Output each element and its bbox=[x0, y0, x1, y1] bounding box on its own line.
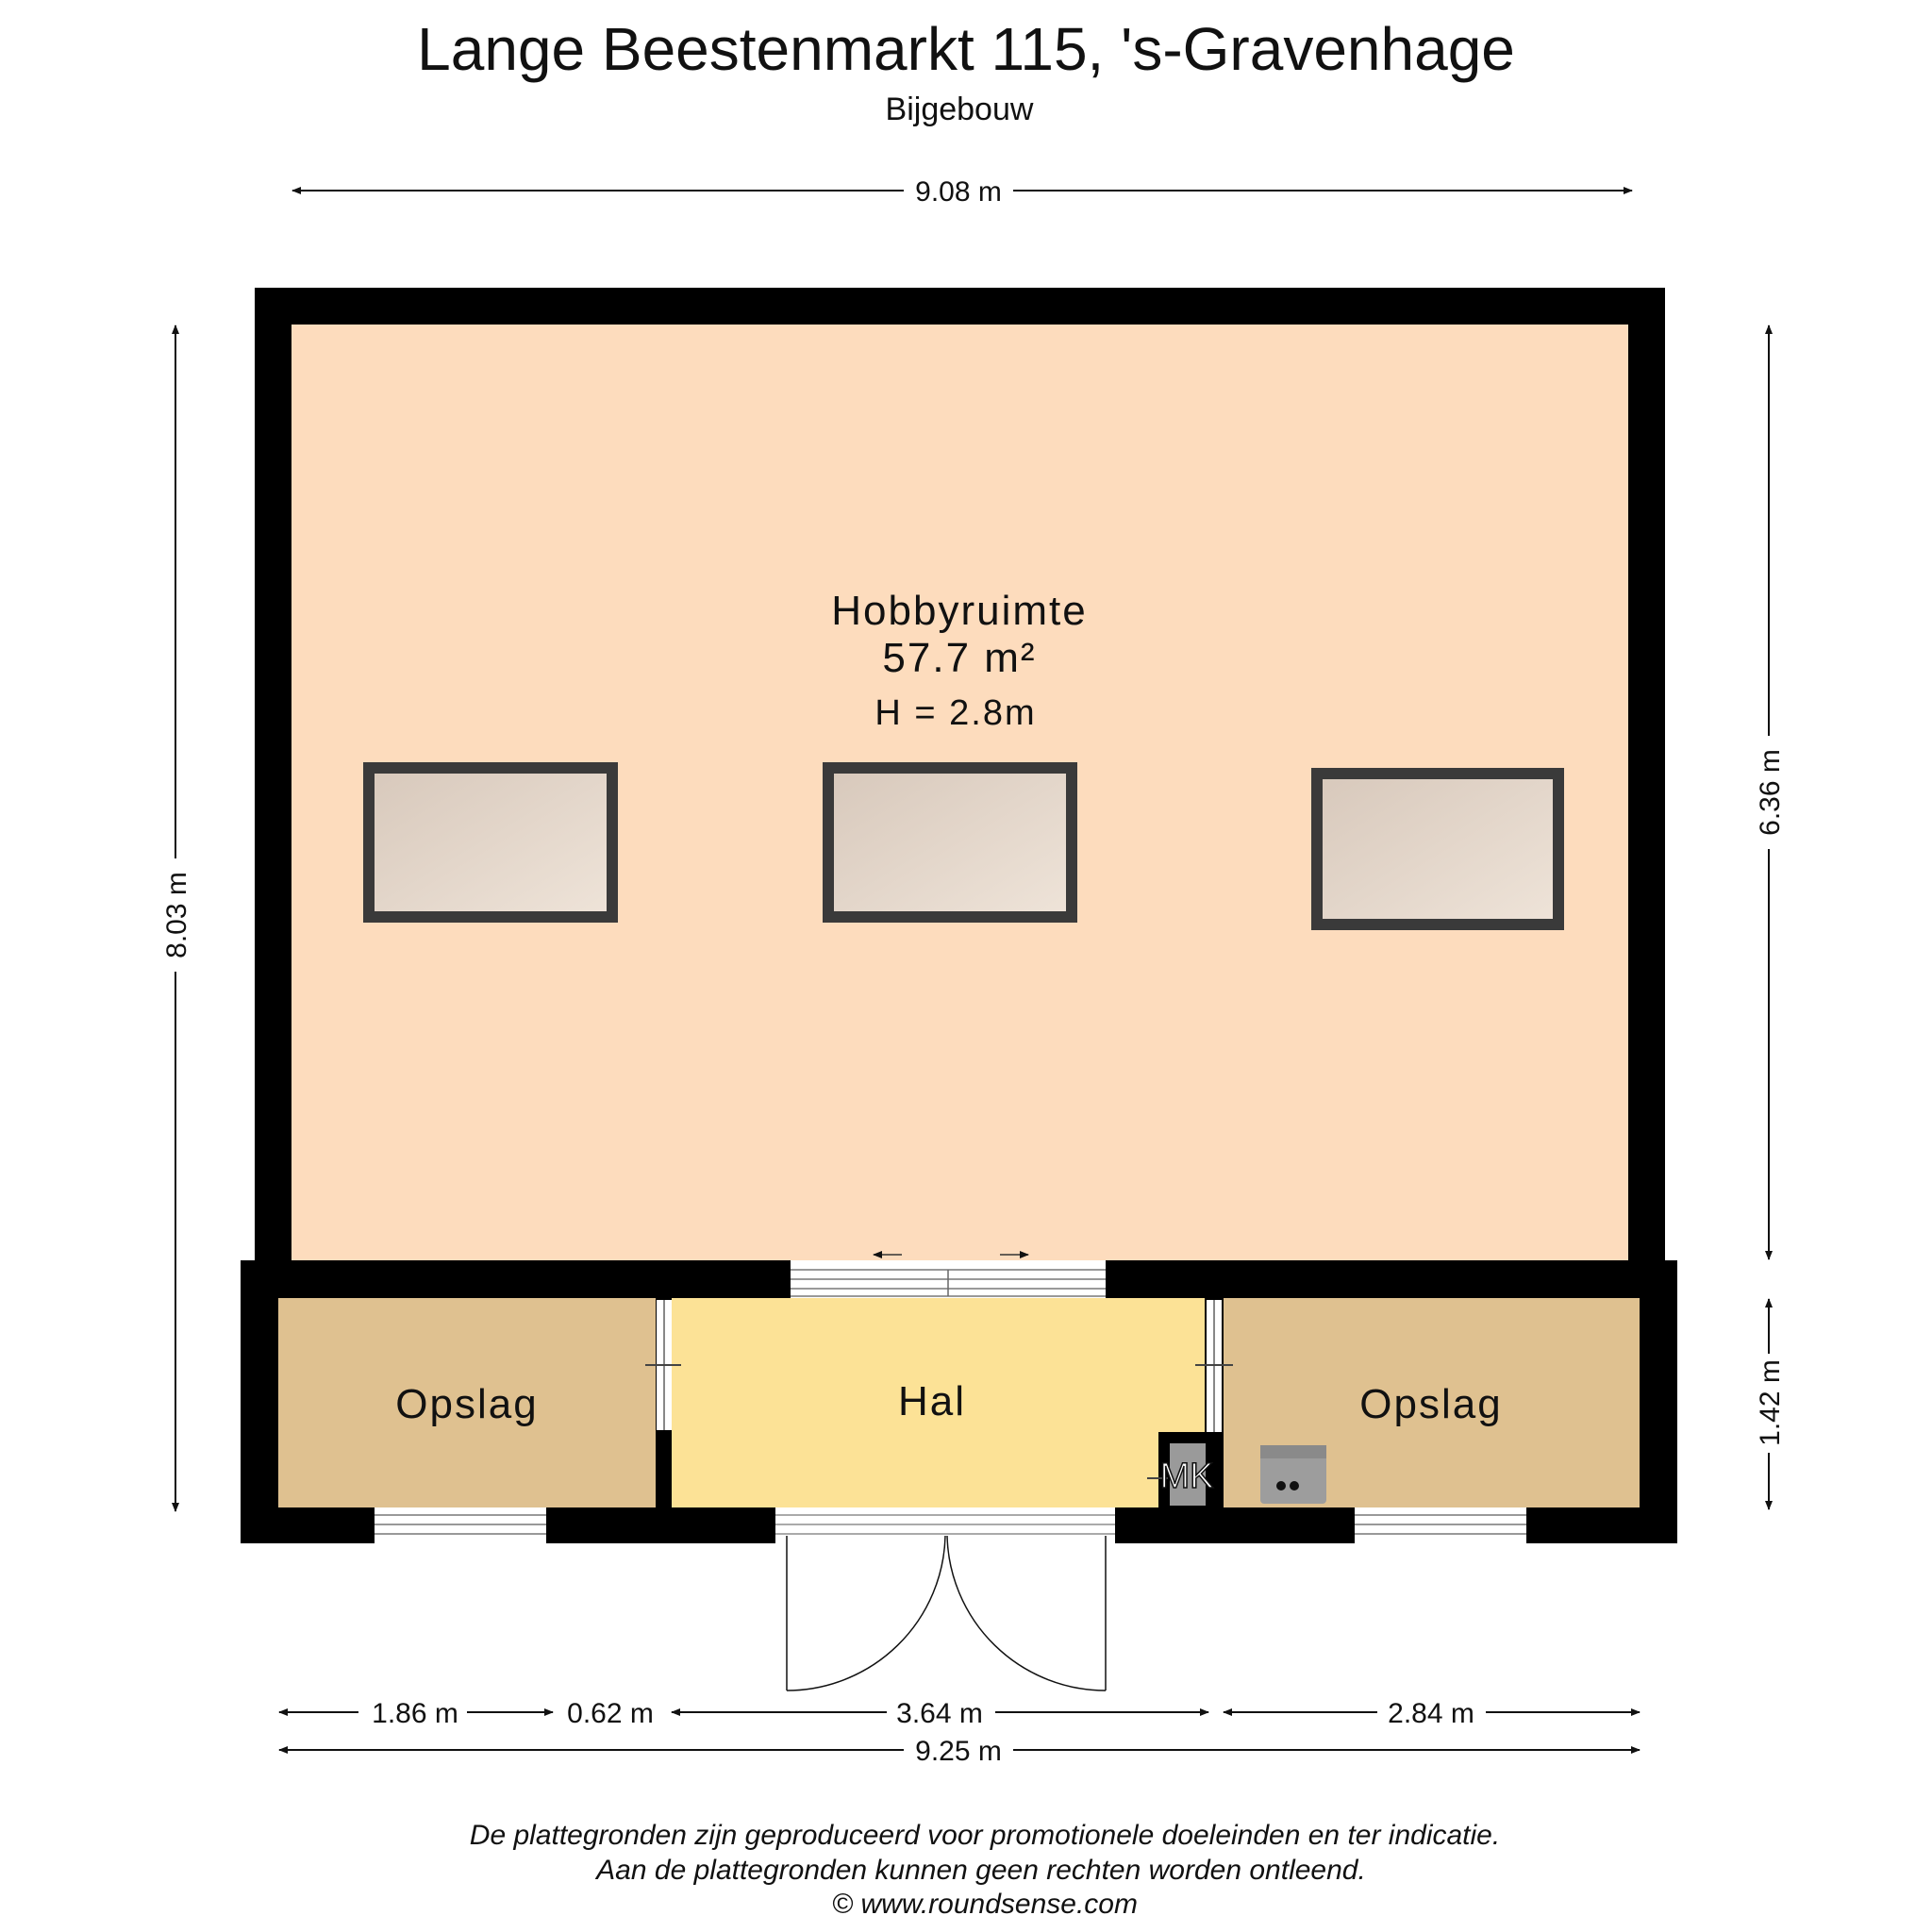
plan-title: Lange Beestenmarkt 115, 's-Gravenhage bbox=[417, 15, 1515, 83]
sliding-door bbox=[791, 1255, 1106, 1298]
dimension-right-lower bbox=[1755, 1299, 1786, 1509]
dimension-bottom-total bbox=[279, 1736, 1640, 1767]
hobby-room-area: 57.7 m² bbox=[882, 635, 1037, 681]
dimension-bottom-4-label: 2.84 m bbox=[1388, 1698, 1474, 1729]
dimension-bottom-3-label: 3.64 m bbox=[896, 1698, 983, 1729]
dimension-right-lower-label: 1.42 m bbox=[1755, 1359, 1786, 1446]
skylight bbox=[823, 762, 1077, 923]
dimension-bottom-3 bbox=[672, 1698, 1208, 1729]
skylight bbox=[1311, 768, 1564, 930]
window-storage-right bbox=[1355, 1507, 1526, 1543]
dimension-bottom-total-label: 9.25 m bbox=[915, 1736, 1002, 1767]
dimension-bottom-4 bbox=[1224, 1698, 1640, 1729]
dimension-top-width bbox=[292, 176, 1632, 208]
storage-right-name: Opslag bbox=[1359, 1381, 1503, 1427]
disclaimer-line-2: Aan de plattegronden kunnen geen rechten worden ontleend. bbox=[596, 1855, 1366, 1886]
hobby-room-height: H = 2.8m bbox=[874, 693, 1037, 733]
dimension-bottom-2-label: 0.62 m bbox=[567, 1698, 654, 1729]
skylight bbox=[363, 762, 618, 923]
entrance-double-door bbox=[775, 1507, 1115, 1690]
dimension-bottom-1-label: 1.86 m bbox=[372, 1698, 458, 1729]
disclaimer-line-1: De plattegronden zijn geproduceerd voor promotionele doeleinden en ter indicatie. bbox=[469, 1820, 1501, 1851]
washing-machine-icon bbox=[1260, 1445, 1326, 1504]
storage-left-name: Opslag bbox=[395, 1381, 539, 1427]
hall-name: Hal bbox=[897, 1378, 967, 1424]
hobby-room-name: Hobbyruimte bbox=[831, 588, 1088, 634]
plan-subtitle: Bijgebouw bbox=[885, 92, 1034, 127]
dimension-top-label: 9.08 m bbox=[915, 176, 1002, 208]
dimension-left-label: 8.03 m bbox=[161, 872, 192, 958]
dimension-bottom-2 bbox=[567, 1698, 654, 1729]
meter-cupboard-label: MK bbox=[1159, 1457, 1214, 1496]
copyright: © www.roundsense.com bbox=[832, 1889, 1138, 1920]
dimension-left-height bbox=[161, 325, 192, 1511]
dimension-right-upper-label: 6.36 m bbox=[1755, 749, 1786, 836]
dimension-bottom-1 bbox=[279, 1698, 553, 1729]
dimension-right-upper bbox=[1755, 325, 1786, 1259]
window-storage-left bbox=[375, 1507, 546, 1543]
